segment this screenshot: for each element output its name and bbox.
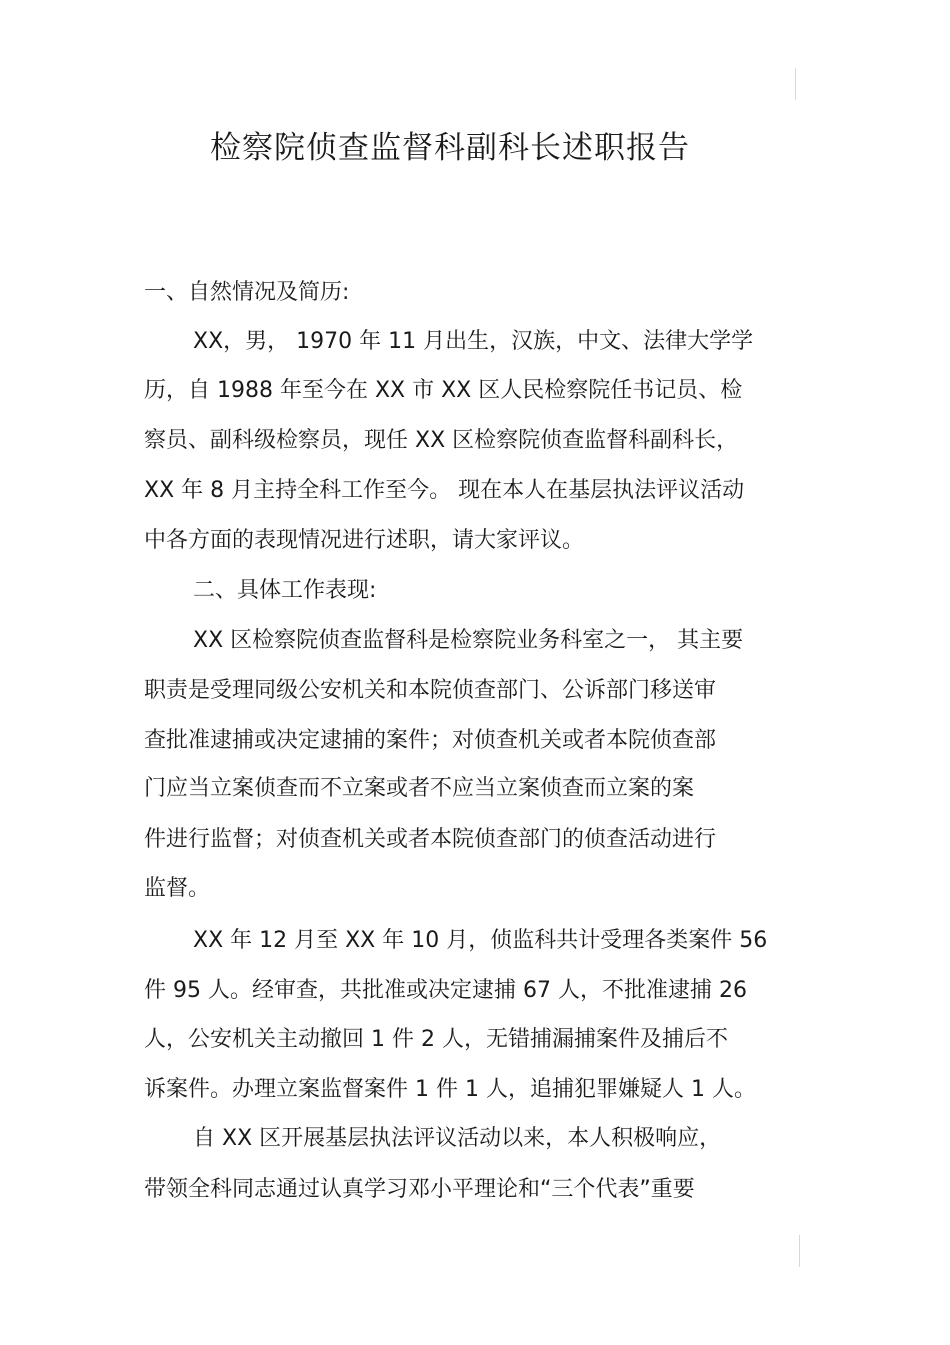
paragraph-line: XX，男， 1970 年 11 月出生，汉族，中文、法律大学学 (193, 329, 754, 354)
paragraph-line: 历，自 1988 年至今在 XX 市 XX 区人民检察院任书记员、检 (144, 378, 743, 403)
paragraph-line: 人，公安机关主动撤回 1 件 2 人，无错捕漏捕案件及捕后不 (144, 1027, 728, 1052)
section-heading: 二、具体工作表现: (193, 578, 377, 603)
document-title: 检察院侦查监督科副科长述职报告 (210, 130, 690, 166)
paragraph-line: 中各方面的表现情况进行述职，请大家评议。 (144, 528, 585, 553)
paragraph-line: 带领全科同志通过认真学习邓小平理论和“三个代表”重要 (144, 1177, 695, 1202)
paragraph-line: 件 95 人。经审查，共批准或决定逮捕 67 人，不批准逮捕 26 (144, 978, 747, 1003)
paragraph-line: 门应当立案侦查而不立案或者不应当立案侦查而立案的案 (144, 776, 695, 801)
page-corner-mark-top (795, 68, 796, 100)
paragraph-line: 职责是受理同级公安机关和本院侦查部门、公诉部门移送审 (144, 678, 717, 703)
paragraph-line: XX 年 12 月至 XX 年 10 月，侦监科共计受理各类案件 56 (193, 928, 768, 953)
paragraph-line: 监督。 (144, 876, 211, 901)
paragraph-line: 查批准逮捕或决定逮捕的案件；对侦查机关或者本院侦查部 (144, 728, 717, 753)
paragraph-line: 诉案件。办理立案监督案件 1 件 1 人，追捕犯罪嫌疑人 1 人。 (144, 1077, 756, 1102)
paragraph-line: XX 年 8 月主持全科工作至今。 现在本人在基层执法评议活动 (144, 478, 745, 503)
paragraph-line: 察员、副科级检察员，现任 XX 区检察院侦查监督科副科长， (144, 428, 739, 453)
paragraph-line: XX 区检察院侦查监督科是检察院业务科室之一， 其主要 (193, 628, 744, 653)
page-corner-mark-bottom (799, 1235, 800, 1267)
paragraph-line: 自 XX 区开展基层执法评议活动以来，本人积极响应， (193, 1126, 722, 1151)
paragraph-line: 件进行监督；对侦查机关或者本院侦查部门的侦查活动进行 (144, 827, 717, 852)
section-heading: 一、自然情况及简历: (144, 280, 350, 305)
